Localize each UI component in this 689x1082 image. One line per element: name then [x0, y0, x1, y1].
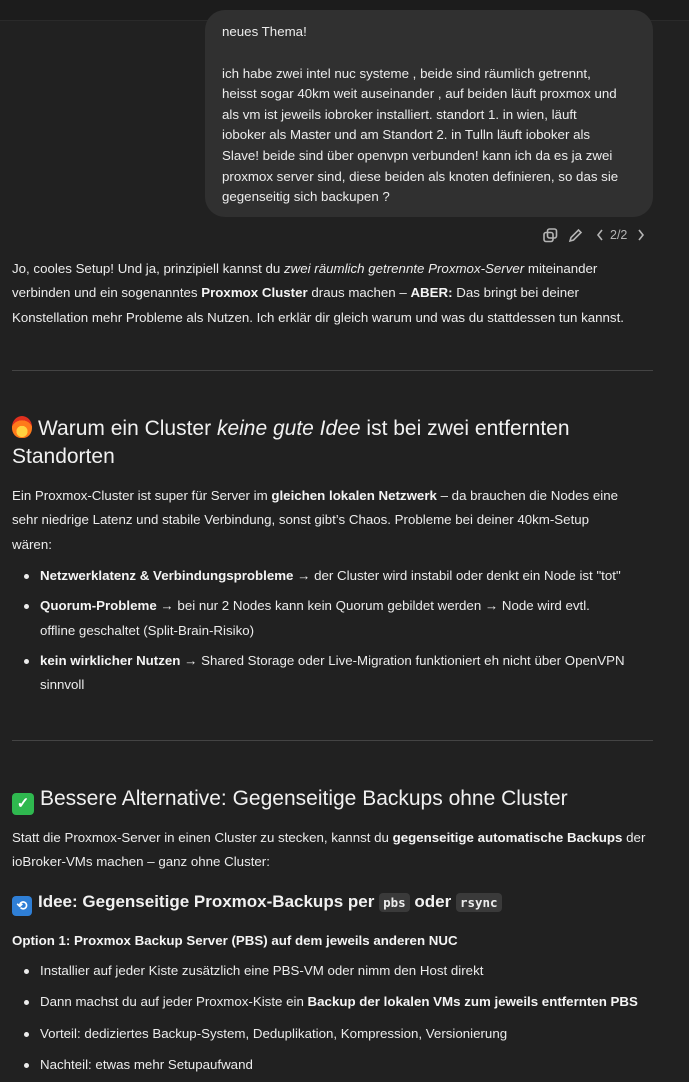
list-item: Quorum-Probleme → bei nur 2 Nodes kann kein Quorum gebildet werden → Node wird evtl. offline geschaltet (Split-Brain-Risiko) — [12, 594, 657, 643]
message-actions — [542, 227, 658, 243]
user-message-line: neues Thema! — [222, 24, 307, 39]
divider — [12, 740, 653, 741]
user-message-bubble — [205, 10, 653, 217]
problem-list — [12, 564, 657, 697]
list-item: Installier auf jeder Kiste zusätzlich eine PBS-VM oder nimm den Host direkt — [12, 959, 657, 983]
user-message-line: gegenseitig sich backupen ? — [222, 189, 390, 205]
section2-paragraph: Statt die Proxmox-Server in einen Cluster zu stecken, kannst du gegenseitige automatische Backups der ioBroker-VMs machen – ganz ohne Cluster: — [12, 830, 646, 870]
chevron-left-icon[interactable] — [592, 227, 608, 243]
copy-icon[interactable] — [542, 227, 558, 243]
section-heading-alternative: ✓ Bessere Alternative: Gegenseitige Backups ohne Cluster — [12, 785, 568, 815]
code-pbs: pbs — [379, 893, 410, 912]
pencil-icon[interactable] — [567, 227, 583, 243]
user-message-line: Slave! beide sind über openvpn verbunden! kann ich da es ja zwei — [222, 147, 613, 163]
subheading-idea: ⟲ Idee: Gegenseitige Proxmox-Backups per pbs oder rsync — [12, 890, 502, 916]
user-message-line: ich habe zwei intel nuc systeme , beide sind räumlich getrennt, — [222, 65, 591, 81]
cycle-arrows-icon: ⟲ — [12, 896, 32, 916]
section1-paragraph: Ein Proxmox-Cluster ist super für Server im gleichen lokalen Netzwerk – da brauchen die Nodes eine sehr niedrige Latenz und stabile Verbindung, sonst gibt’s Chaos. Probleme bei deiner 40km-Setup wären: — [12, 488, 619, 552]
user-message-line: heisst sogar 40km weit auseinander , auf beiden läuft proxmox und — [222, 86, 617, 102]
list-item: Dann machst du auf jeder Proxmox-Kiste ein Backup der lokalen VMs zum jeweils entfernten PBS — [12, 990, 657, 1014]
user-message-line: als vm ist jeweils iobroker installiert. standort 1. in wien, läuft — [222, 106, 577, 122]
code-rsync: rsync — [456, 893, 502, 912]
section-heading-cluster: Warum ein Cluster keine gute Idee ist bei zwei entfernten Standorten — [12, 417, 570, 468]
divider — [12, 370, 653, 371]
list-item: kein wirklicher Nutzen → Shared Storage oder Live-Migration funktioniert eh nicht über OpenVPN sinnvoll — [12, 649, 657, 698]
option1-list — [12, 959, 657, 1077]
list-item: Nachteil: etwas mehr Setupaufwand — [12, 1053, 657, 1077]
list-item: Netzwerklatenz & Verbindungsprobleme → der Cluster wird instabil oder denkt ein Node ist "tot" — [12, 564, 657, 588]
user-message-line: proxmox server sind, diese beiden als knoten definieren, so das sie — [222, 168, 619, 184]
chevron-right-icon[interactable] — [633, 227, 649, 243]
fire-emoji-icon — [12, 416, 32, 438]
check-mark-icon: ✓ — [12, 793, 34, 815]
list-item: Vorteil: dediziertes Backup-System, Deduplikation, Kompression, Versionierung — [12, 1022, 657, 1046]
user-message-line: ioboker als Master und am Standort 2. in Tulln läuft ioboker als — [222, 127, 591, 143]
option-title: Option 1: Proxmox Backup Server (PBS) auf dem jeweils anderen NUC — [12, 933, 458, 948]
assistant-intro: Jo, cooles Setup! Und ja, prinzipiell kannst du zwei räumlich getrennte Proxmox-Server miteinander verbinden und ein sogenanntes Proxmox Cluster draus machen – ABER: Das bringt bei deiner Konstellation mehr Probleme als Nutzen. Ich erklär dir gleich warum und was du stattdessen tun kannst. — [12, 261, 624, 325]
version-pager: 2/2 — [610, 228, 628, 242]
